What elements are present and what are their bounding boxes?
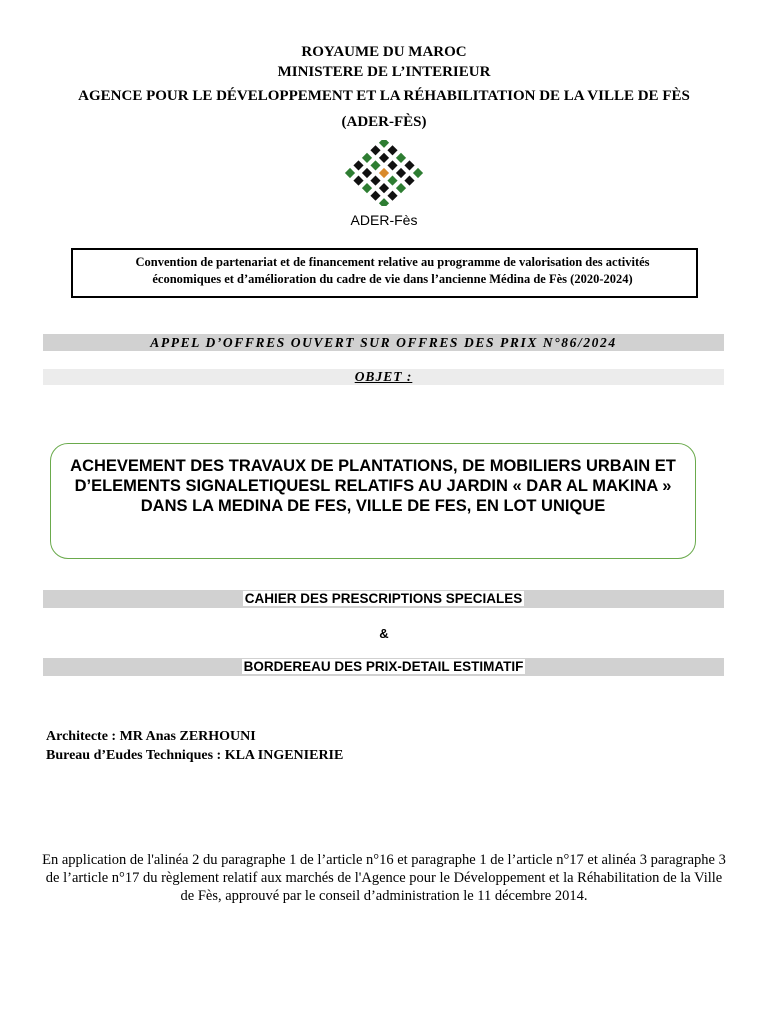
logo-diamond [370, 175, 380, 185]
logo-diamond [353, 175, 363, 185]
logo-diamond [396, 183, 406, 193]
logo-diamond [362, 183, 372, 193]
header-acronym: (ADER-FÈS) [341, 114, 427, 130]
logo-diamond [379, 183, 389, 193]
logo-diamond [370, 145, 380, 155]
header-ministry: MINISTERE DE L’INTERIEUR [277, 64, 491, 80]
legal-notice: En application de l'alinéa 2 du paragraphe 1 de l’article n°16 et paragraphe 1 de l’article n°17 et alinéa 3 paragraphe 3 de l’article n°17 du règlement relatif aux marchés de l'Agence pour le Développement et la Réhabilitation de la Ville de Fès, approuvé par le conseil d’administration le 11 décembre 2014. [42, 852, 726, 904]
logo-caption: ADER-Fès [350, 212, 418, 228]
logo-diamond [362, 153, 372, 163]
header-agency: AGENCE POUR LE DÉVELOPPEMENT ET LA RÉHABILITATION DE LA VILLE DE FÈS [78, 88, 690, 104]
logo-diamond [413, 168, 423, 178]
convention-text: Convention de partenariat et de financement relative au programme de valorisation des activités économiques et d’amélioration du cadre de vie dans l’ancienne Médina de Fès (2020-2024) [135, 255, 650, 286]
logo-diamond [353, 160, 363, 170]
logo-diamond [387, 191, 397, 201]
header-kingdom: ROYAUME DU MAROC [301, 44, 467, 60]
logo-diamond [387, 175, 397, 185]
logo-diamond [387, 160, 397, 170]
logo-diamond [404, 160, 414, 170]
logo-diamond [370, 160, 380, 170]
subject-box [50, 443, 696, 559]
logo-diamond [396, 168, 406, 178]
bordereau-title: BORDEREAU DES PRIX-DETAIL ESTIMATIF [243, 659, 524, 674]
bet-name: KLA INGENIERIE [224, 748, 344, 763]
architect-label: Architecte : [46, 729, 117, 744]
objet-bar [43, 369, 724, 385]
architect-line [46, 728, 256, 746]
logo-diamond [387, 145, 397, 155]
subject-text: ACHEVEMENT DES TRAVAUX DE PLANTATIONS, DE MOBILIERS URBAIN ET D’ELEMENTS SIGNALETIQUESL RELATIFS AU JARDIN « DAR AL MAKINA » DANS LA MEDINA DE FES, VILLE DE FES, EN LOT UNIQUE [70, 457, 676, 515]
appel-offres-bar [43, 334, 724, 351]
logo-diamond [370, 191, 380, 201]
logo-diamond [362, 168, 372, 178]
convention-box [71, 248, 698, 298]
objet-label: OBJET : [354, 369, 413, 384]
logo-diamond [404, 175, 414, 185]
cahier-title: CAHIER DES PRESCRIPTIONS SPECIALES [244, 591, 523, 606]
ader-fes-logo [340, 140, 428, 206]
appel-offres-title: APPEL D’OFFRES OUVERT SUR OFFRES DES PRIX N°86/2024 [150, 335, 617, 350]
logo-diamond [345, 168, 355, 178]
logo-diamond [396, 153, 406, 163]
logo-diamond [379, 140, 389, 148]
ampersand: & [379, 626, 389, 641]
architect-name: MR Anas ZERHOUNI [116, 729, 256, 744]
logo-diamond [379, 153, 389, 163]
logo-diamond [379, 168, 389, 178]
bordereau-bar [43, 658, 724, 676]
bet-line [46, 747, 343, 765]
cahier-bar [43, 590, 724, 608]
logo-diamond [379, 198, 389, 206]
bet-label: Bureau d’Eudes Techniques : [46, 748, 225, 763]
